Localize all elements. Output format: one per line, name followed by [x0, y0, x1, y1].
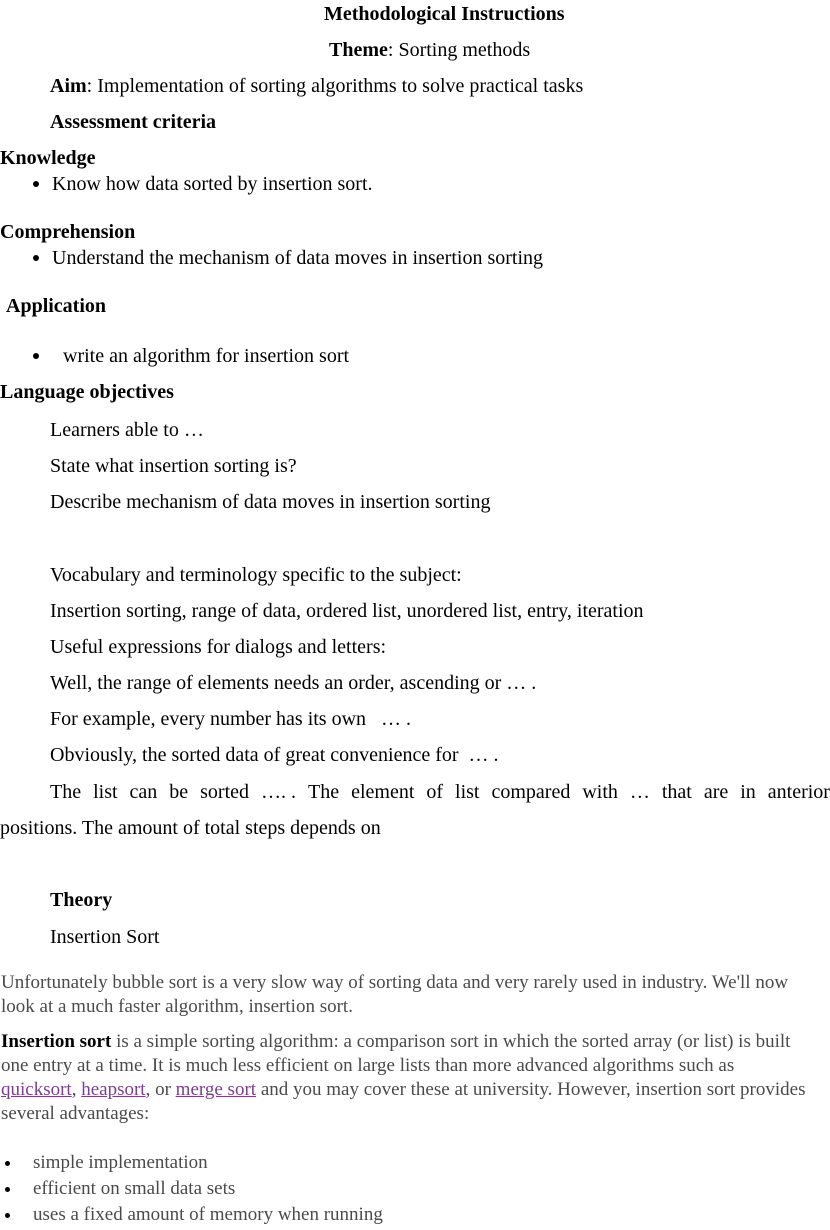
expression-line: Obviously, the sorted data of great convenience for … . — [50, 744, 499, 766]
expression-line: For example, every number has its own … . — [50, 708, 412, 730]
word: … — [629, 781, 650, 803]
expression-line-end: positions. The amount of total steps depends on — [0, 817, 381, 839]
word: element — [351, 781, 415, 803]
vocabulary-terms: Insertion sorting, range of data, ordered list, unordered list, entry, iteration — [50, 600, 644, 622]
advantage-item: uses a fixed amount of memory when running — [33, 1204, 383, 1225]
bullet-icon — [33, 181, 39, 187]
word: anterior — [767, 781, 830, 803]
vocabulary-heading: Vocabulary and terminology specific to the subject: — [50, 564, 462, 586]
word: The — [50, 781, 82, 803]
theory-paragraph — [1, 1030, 813, 1126]
language-line: Learners able to … — [50, 419, 204, 441]
application-item: write an algorithm for insertion sort — [63, 345, 350, 367]
separator: , — [71, 1079, 82, 1100]
word: in — [740, 781, 756, 803]
word: sorted — [200, 781, 250, 803]
paragraph-text: and you may cover these at university. However, insertion sort provides several advantages: — [1, 1079, 806, 1124]
application-heading: Application — [6, 295, 107, 317]
comprehension-heading: Comprehension — [0, 221, 136, 243]
theme-line — [329, 38, 530, 62]
bullet-icon — [33, 353, 39, 359]
theory-heading: Theory — [50, 889, 113, 911]
quicksort-link[interactable]: quicksort — [1, 1079, 72, 1100]
aim-label: Aim — [50, 75, 87, 97]
bullet-icon — [5, 1213, 10, 1218]
language-line: Describe mechanism of data moves in insertion sorting — [50, 491, 491, 513]
theory-subheading: Insertion Sort — [50, 926, 160, 948]
word: that — [661, 781, 692, 803]
heapsort-link[interactable]: heapsort — [81, 1079, 146, 1100]
separator: , or — [145, 1079, 176, 1100]
language-heading: Language objectives — [0, 381, 174, 403]
word: with — [582, 781, 618, 803]
assessment-heading: Assessment criteria — [50, 111, 217, 133]
theme-value: : Sorting methods — [387, 39, 531, 61]
aim-line — [50, 74, 583, 98]
insertion-sort-term: Insertion sort — [1, 1031, 112, 1052]
word: compared — [491, 781, 571, 803]
language-line: State what insertion sorting is? — [50, 455, 297, 477]
bullet-icon — [5, 1161, 10, 1166]
word: The — [308, 781, 340, 803]
advantage-item: efficient on small data sets — [33, 1178, 236, 1199]
expressions-heading: Useful expressions for dialogs and letters: — [50, 636, 387, 658]
word: be — [169, 781, 189, 803]
document-title: Methodological Instructions — [324, 3, 565, 25]
word: are — [703, 781, 729, 803]
expression-justified-line — [50, 780, 830, 804]
paragraph-text: is a simple sorting algorithm: a comparison sort in which the sorted array (or list) is built one entry at a time. It is much less efficient on large lists than more advanced algorithms such as — [1, 1031, 791, 1076]
theme-label: Theme — [329, 39, 388, 61]
aim-value: : Implementation of sorting algorithms to solve practical tasks — [86, 75, 584, 97]
word: of — [426, 781, 444, 803]
word: can — [129, 781, 158, 803]
word: …. . — [261, 781, 297, 803]
word: list — [93, 781, 118, 803]
bullet-icon — [5, 1187, 10, 1192]
word: list — [455, 781, 480, 803]
knowledge-heading: Knowledge — [0, 147, 96, 169]
expression-line: Well, the range of elements needs an order, ascending or … . — [50, 672, 537, 694]
knowledge-item: Know how data sorted by insertion sort. — [52, 173, 373, 195]
theory-paragraph: Unfortunately bubble sort is a very slow way of sorting data and very rarely used in industry. We'll now look at a much faster algorithm, insertion sort. — [1, 972, 789, 1017]
bullet-icon — [33, 255, 39, 261]
comprehension-item: Understand the mechanism of data moves in insertion sorting — [52, 247, 544, 269]
merge-sort-link[interactable]: merge sort — [175, 1079, 257, 1100]
advantage-item: simple implementation — [33, 1152, 208, 1173]
